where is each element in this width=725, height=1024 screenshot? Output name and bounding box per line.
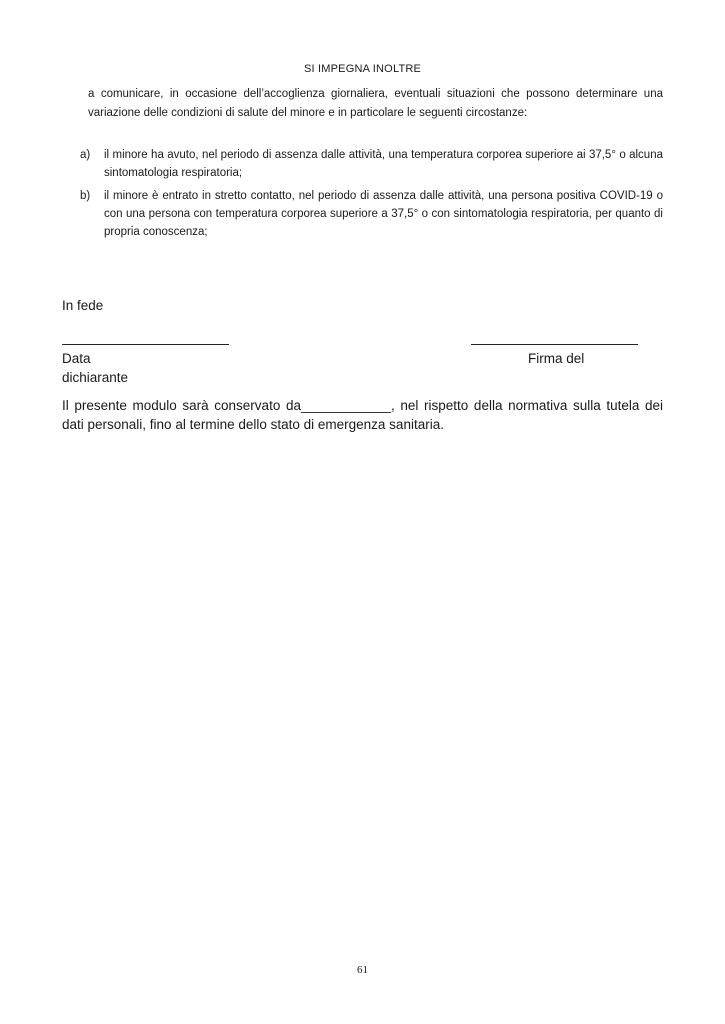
closing-paragraph: Il presente modulo sarà conservato da____________, nel rispetto della normativa sulla tutela dei dati personali, fino al termine dello stato di emergenza sanitaria. — [62, 398, 663, 432]
section-heading: SI IMPEGNA INOLTRE — [303, 63, 422, 75]
list-item — [80, 187, 663, 241]
list-marker: b) — [80, 190, 91, 202]
page-number: 61 — [357, 964, 368, 976]
list-item-text: il minore ha avuto, nel periodo di assenza dalle attività, una temperatura corporea superiore ai 37,5° o alcuna sintomatologia respiratoria; — [104, 149, 663, 179]
circumstances-list — [80, 146, 663, 246]
date-label: Data — [62, 351, 91, 366]
signature-label: Firma del — [528, 351, 585, 366]
list-item — [80, 146, 663, 182]
signature-label-continued: dichiarante — [62, 370, 129, 385]
signature-line — [471, 344, 638, 345]
intro-paragraph: a comunicare, in occasione dell’accoglienza giornaliera, eventuali situazioni che possono determinare una variazione delle condizioni di salute del minore e in particolare le seguenti circostanze: — [88, 88, 663, 119]
list-marker: a) — [80, 149, 91, 161]
date-line — [62, 344, 229, 345]
in-fede-label: In fede — [62, 298, 104, 313]
list-item-text: il minore è entrato in stretto contatto, nel periodo di assenza dalle attività, una persona positiva COVID-19 o con una persona con temperatura corporea superiore a 37,5° o con sintomatologia respiratoria, per quanto di propria conoscenza; — [104, 190, 663, 238]
